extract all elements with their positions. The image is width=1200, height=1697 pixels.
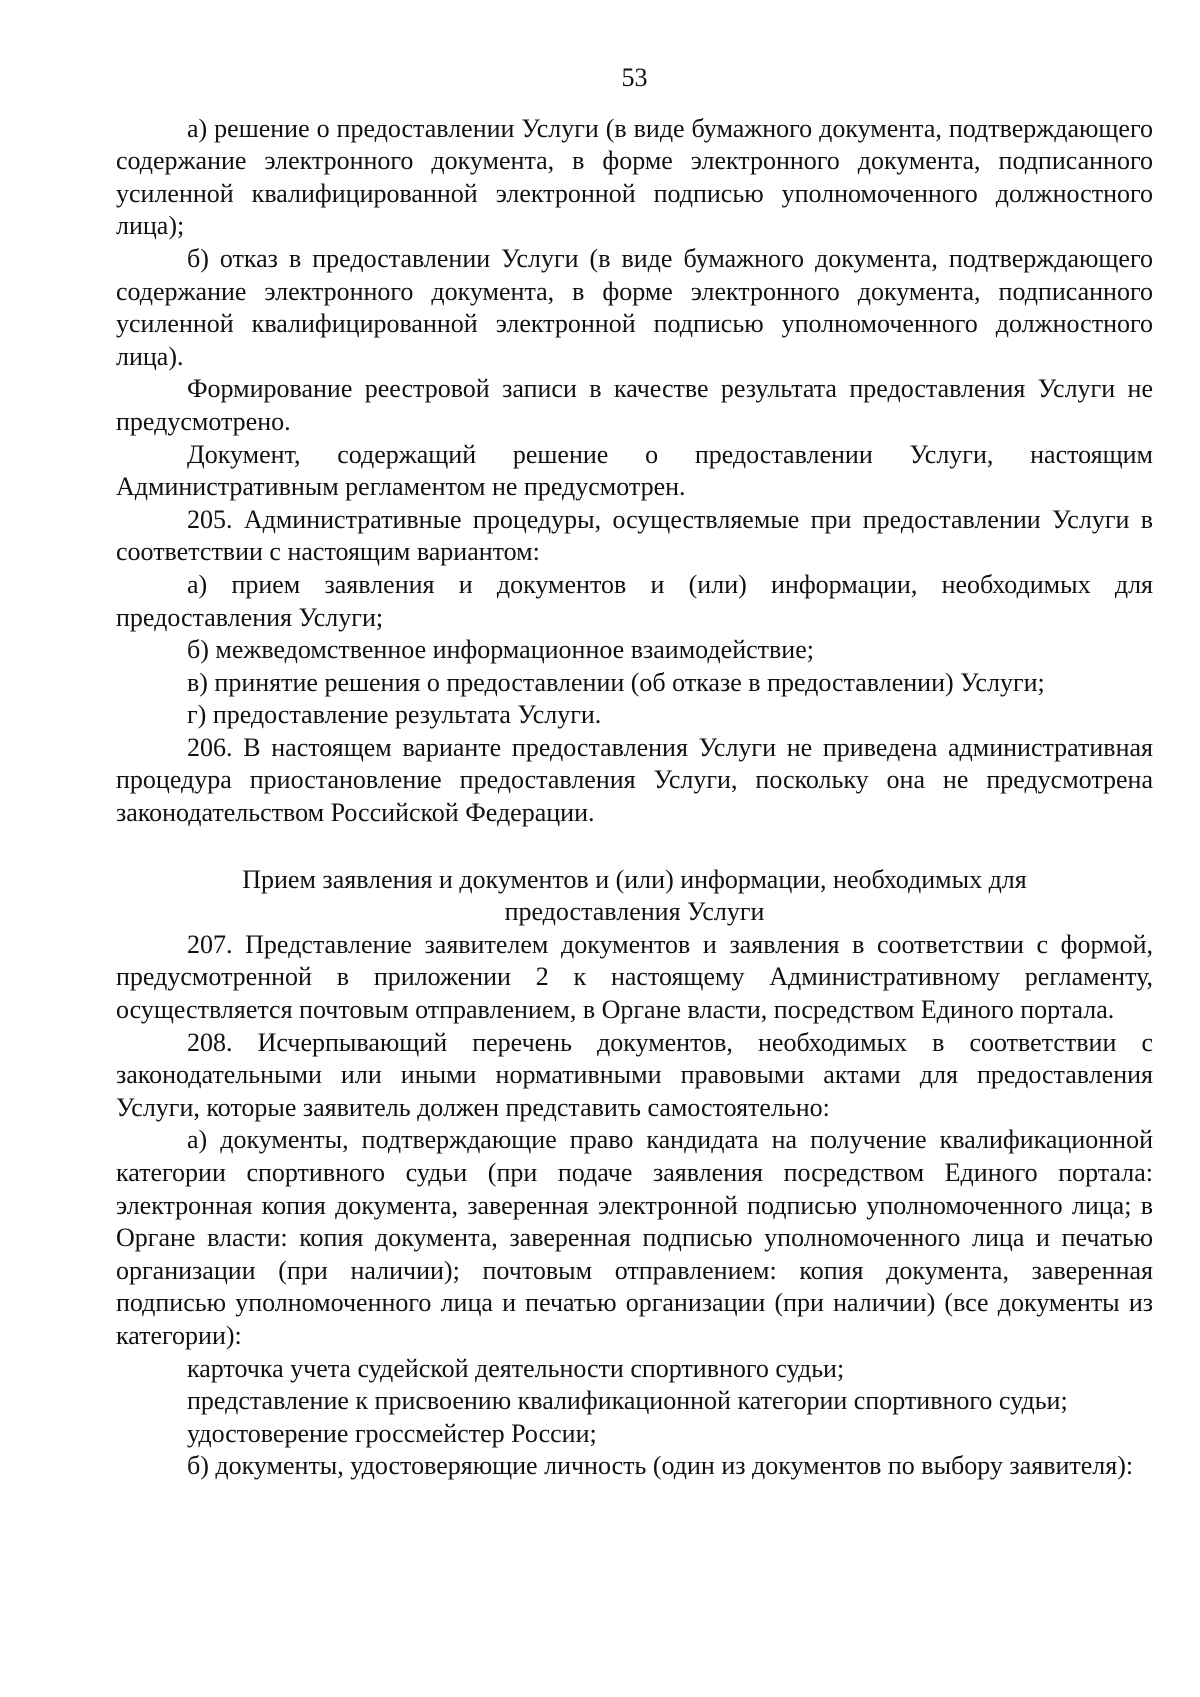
list-item-nomination: представление к присвоению квалификационной категории спортивного судьи;	[187, 1386, 1068, 1416]
list-item-grandmaster-certificate: удостоверение гроссмейстер России;	[187, 1418, 597, 1448]
list-item-205-a: а) прием заявления и документов и (или) информации, необходимых для предоставления Услуги;	[116, 569, 1153, 632]
section-heading	[116, 864, 1153, 929]
list-item-205-v: в) принятие решения о предоставлении (об отказе в предоставлении) Услуги;	[187, 667, 1045, 697]
paragraph-result-refusal: б) отказ в предоставлении Услуги (в виде бумажного документа, подтверждающего содержание электронного документа, в форме электронного документа, подписанного усиленной квалифицированной электронной подписью уполномоченного должностного лица).	[116, 243, 1153, 371]
list-item-205-g: г) предоставление результата Услуги.	[187, 700, 602, 730]
list-item-208-a: а) документы, подтверждающие право кандидата на получение квалификационной категории спортивного судьи (при подаче заявления посредством Единого портала: электронная копия документа, заверенная электронной подписью уполномоченного лица; в Органе власти: копия документа, заверенная подписью уполномоченного лица и печатью организации (при наличии); почтовым отправлением: копия документа, заверенная подписью уполномоченного лица и печатью организации (при наличии) (все документы из категории):	[116, 1125, 1153, 1350]
paragraph-206: 206. В настоящем варианте предоставления Услуги не приведена административная процедура приостановление предоставления Услуги, поскольку она не предусмотрена законодательством Российской Федерации.	[116, 732, 1153, 828]
section-heading-line2: предоставления Услуги	[504, 897, 765, 927]
paragraph-registry-record: Формирование реестровой записи в качестве результата предоставления Услуги не предусмотрено.	[116, 374, 1153, 436]
document-page	[116, 62, 1153, 1483]
section-heading-line1: Прием заявления и документов и (или) информации, необходимых для	[242, 864, 1027, 894]
list-item-208-b: б) документы, удостоверяющие личность (один из документов по выбору заявителя):	[187, 1451, 1134, 1481]
paragraph-207: 207. Представление заявителем документов и заявления в соответствии с формой, предусмотренной в приложении 2 к настоящему Административному регламенту, осуществляется почтовым отправлением, в Органе власти, посредством Единого портала.	[116, 929, 1153, 1025]
paragraph-205: 205. Административные процедуры, осуществляемые при предоставлении Услуги в соответствии с настоящим вариантом:	[116, 504, 1153, 567]
paragraph-result-decision: а) решение о предоставлении Услуги (в виде бумажного документа, подтверждающего содержание электронного документа, в форме электронного документа, подписанного усиленной квалифицированной электронной подписью уполномоченного должностного лица);	[116, 113, 1153, 241]
list-item-205-b: б) межведомственное информационное взаимодействие;	[187, 635, 814, 665]
page-number: 53	[621, 63, 648, 92]
paragraph-decision-document: Документ, содержащий решение о предоставлении Услуги, настоящим Административным регламентом не предусмотрен.	[116, 439, 1153, 502]
paragraph-208: 208. Исчерпывающий перечень документов, необходимых в соответствии с законодательными или иными нормативными правовыми актами для предоставления Услуги, которые заявитель должен представить самостоятельно:	[116, 1027, 1153, 1122]
list-item-judge-card: карточка учета судейской деятельности спортивного судьи;	[187, 1353, 845, 1383]
